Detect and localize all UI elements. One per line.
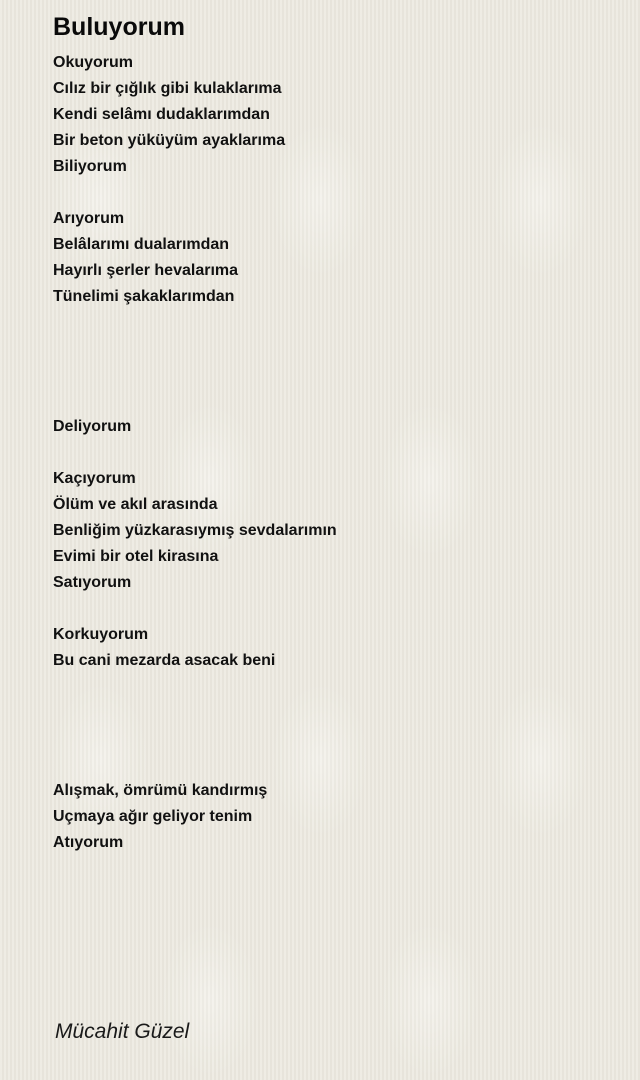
poem-line: Ölüm ve akıl arasında bbox=[53, 496, 218, 513]
poem-line bbox=[53, 180, 623, 206]
poem-line: Biliyorum bbox=[53, 158, 127, 175]
poem-title: Buluyorum bbox=[53, 13, 185, 41]
poem-line: Kendi selâmı dudaklarımdan bbox=[53, 106, 270, 123]
poem-line: Deliyorum bbox=[53, 418, 132, 435]
poem-line bbox=[53, 310, 623, 336]
poem-line bbox=[53, 388, 623, 414]
poem-author: Mücahit Güzel bbox=[55, 1020, 190, 1043]
poem-line bbox=[53, 336, 623, 362]
poem-line: Okuyorum bbox=[53, 54, 134, 71]
poem-line bbox=[53, 726, 623, 752]
poem-line bbox=[53, 596, 623, 622]
poem-line bbox=[53, 752, 623, 778]
poem-line: Arıyorum bbox=[53, 210, 125, 227]
poem-line: Benliğim yüzkarasıymış sevdalarımın bbox=[53, 522, 337, 539]
poem-line: Tünelimi şakaklarımdan bbox=[53, 288, 235, 305]
poem-line: Atıyorum bbox=[53, 834, 124, 851]
poem-body bbox=[53, 50, 623, 856]
poem-line bbox=[53, 362, 623, 388]
poem-line: Uçmaya ağır geliyor tenim bbox=[53, 808, 253, 825]
poem-line: Satıyorum bbox=[53, 574, 132, 591]
poem-line bbox=[53, 440, 623, 466]
poem-line: Korkuyorum bbox=[53, 626, 149, 643]
poem-line: Alışmak, ömrümü kandırmış bbox=[53, 782, 268, 799]
poem-line: Evimi bir otel kirasına bbox=[53, 548, 219, 565]
poem-line bbox=[53, 700, 623, 726]
poem-line bbox=[53, 674, 623, 700]
poem-line: Bir beton yüküyüm ayaklarıma bbox=[53, 132, 286, 149]
poem-line: Hayırlı şerler hevalarıma bbox=[53, 262, 239, 279]
poem-line: Belâlarımı dualarımdan bbox=[53, 236, 230, 253]
poem-container bbox=[53, 12, 623, 856]
poem-line: Kaçıyorum bbox=[53, 470, 136, 487]
poem-line: Cılız bir çığlık gibi kulaklarıma bbox=[53, 80, 282, 97]
poem-line: Bu cani mezarda asacak beni bbox=[53, 652, 276, 669]
